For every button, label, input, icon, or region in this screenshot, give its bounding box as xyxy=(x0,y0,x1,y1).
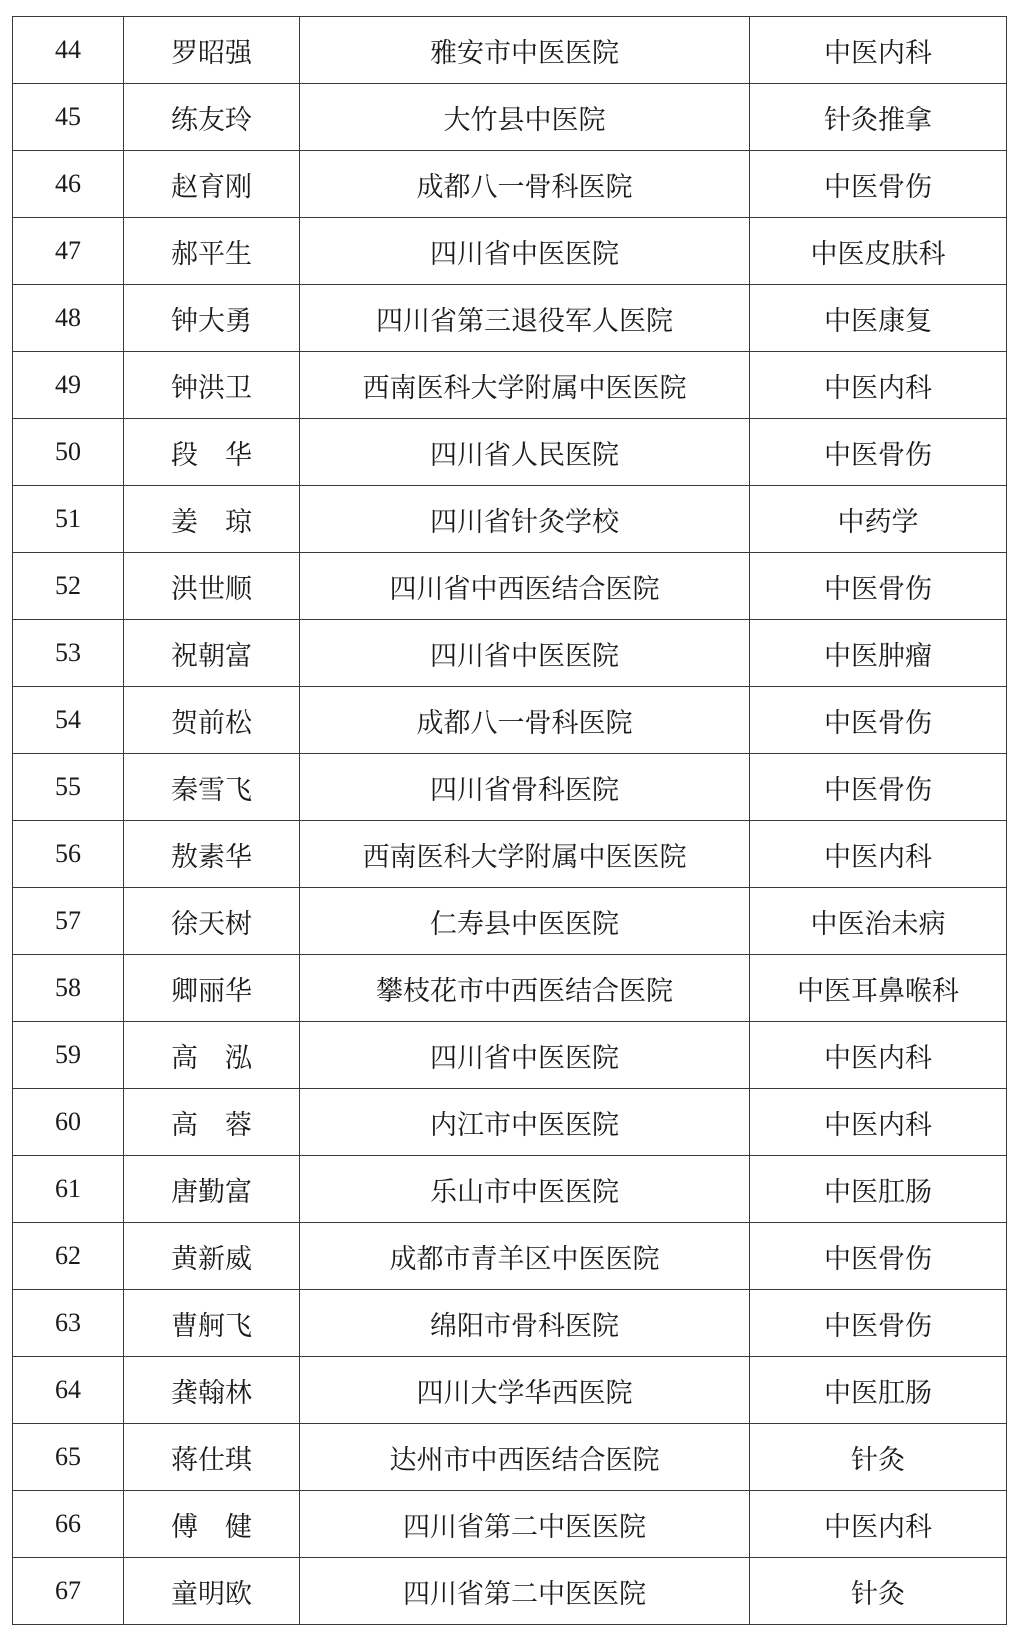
cell-name: 敖素华 xyxy=(124,821,300,888)
cell-department: 中医肿瘤 xyxy=(750,620,1007,687)
cell-hospital: 四川省第二中医医院 xyxy=(300,1491,750,1558)
cell-name: 蒋仕琪 xyxy=(124,1424,300,1491)
table-row xyxy=(13,1223,1007,1290)
cell-department: 中医内科 xyxy=(750,352,1007,419)
cell-name: 郝平生 xyxy=(124,218,300,285)
table-row xyxy=(13,1089,1007,1156)
cell-name: 童明欧 xyxy=(124,1558,300,1625)
document-page xyxy=(12,16,1006,1625)
cell-hospital: 仁寿县中医医院 xyxy=(300,888,750,955)
cell-hospital: 四川省中医医院 xyxy=(300,1022,750,1089)
cell-hospital: 西南医科大学附属中医医院 xyxy=(300,352,750,419)
cell-number: 54 xyxy=(13,687,124,754)
cell-hospital: 四川省中西医结合医院 xyxy=(300,553,750,620)
table-row xyxy=(13,1491,1007,1558)
cell-name: 祝朝富 xyxy=(124,620,300,687)
cell-number: 66 xyxy=(13,1491,124,1558)
cell-name: 曹舸飞 xyxy=(124,1290,300,1357)
cell-department: 中医内科 xyxy=(750,1089,1007,1156)
cell-hospital: 绵阳市骨科医院 xyxy=(300,1290,750,1357)
cell-number: 49 xyxy=(13,352,124,419)
cell-name: 徐天树 xyxy=(124,888,300,955)
cell-department: 中医内科 xyxy=(750,1491,1007,1558)
cell-name: 龚翰林 xyxy=(124,1357,300,1424)
cell-department: 针灸 xyxy=(750,1424,1007,1491)
cell-department: 针灸推拿 xyxy=(750,84,1007,151)
cell-department: 中医骨伤 xyxy=(750,151,1007,218)
table-row xyxy=(13,754,1007,821)
cell-name: 黄新威 xyxy=(124,1223,300,1290)
cell-number: 64 xyxy=(13,1357,124,1424)
cell-department: 中药学 xyxy=(750,486,1007,553)
cell-hospital: 内江市中医医院 xyxy=(300,1089,750,1156)
roster-table xyxy=(12,16,1007,1625)
table-row xyxy=(13,151,1007,218)
cell-department: 中医内科 xyxy=(750,17,1007,84)
cell-number: 65 xyxy=(13,1424,124,1491)
cell-number: 67 xyxy=(13,1558,124,1625)
cell-number: 52 xyxy=(13,553,124,620)
table-row xyxy=(13,553,1007,620)
cell-number: 53 xyxy=(13,620,124,687)
cell-hospital: 四川省中医医院 xyxy=(300,620,750,687)
cell-number: 63 xyxy=(13,1290,124,1357)
cell-hospital: 成都八一骨科医院 xyxy=(300,687,750,754)
cell-number: 44 xyxy=(13,17,124,84)
table-row xyxy=(13,486,1007,553)
cell-department: 中医骨伤 xyxy=(750,1223,1007,1290)
cell-department: 中医骨伤 xyxy=(750,687,1007,754)
table-row xyxy=(13,1424,1007,1491)
cell-name: 钟大勇 xyxy=(124,285,300,352)
cell-department: 中医骨伤 xyxy=(750,553,1007,620)
table-row xyxy=(13,955,1007,1022)
table-row xyxy=(13,1558,1007,1625)
cell-number: 60 xyxy=(13,1089,124,1156)
cell-department: 针灸 xyxy=(750,1558,1007,1625)
cell-department: 中医康复 xyxy=(750,285,1007,352)
cell-name: 赵育刚 xyxy=(124,151,300,218)
table-row xyxy=(13,620,1007,687)
table-row xyxy=(13,419,1007,486)
cell-hospital: 四川省人民医院 xyxy=(300,419,750,486)
table-row xyxy=(13,352,1007,419)
table-row xyxy=(13,17,1007,84)
cell-hospital: 四川省骨科医院 xyxy=(300,754,750,821)
cell-name: 罗昭强 xyxy=(124,17,300,84)
cell-department: 中医耳鼻喉科 xyxy=(750,955,1007,1022)
table-row xyxy=(13,285,1007,352)
table-row xyxy=(13,218,1007,285)
cell-department: 中医皮肤科 xyxy=(750,218,1007,285)
cell-department: 中医肛肠 xyxy=(750,1357,1007,1424)
cell-name: 段 华 xyxy=(124,419,300,486)
cell-name: 唐勤富 xyxy=(124,1156,300,1223)
cell-number: 50 xyxy=(13,419,124,486)
cell-department: 中医内科 xyxy=(750,821,1007,888)
cell-name: 傅 健 xyxy=(124,1491,300,1558)
cell-hospital: 乐山市中医医院 xyxy=(300,1156,750,1223)
cell-hospital: 雅安市中医医院 xyxy=(300,17,750,84)
cell-hospital: 四川省中医医院 xyxy=(300,218,750,285)
cell-number: 58 xyxy=(13,955,124,1022)
cell-department: 中医肛肠 xyxy=(750,1156,1007,1223)
table-row xyxy=(13,687,1007,754)
cell-hospital: 四川省针灸学校 xyxy=(300,486,750,553)
cell-name: 高 泓 xyxy=(124,1022,300,1089)
cell-name: 洪世顺 xyxy=(124,553,300,620)
cell-hospital: 西南医科大学附属中医医院 xyxy=(300,821,750,888)
cell-name: 练友玲 xyxy=(124,84,300,151)
table-row xyxy=(13,1290,1007,1357)
cell-number: 62 xyxy=(13,1223,124,1290)
cell-number: 48 xyxy=(13,285,124,352)
cell-hospital: 四川省第二中医医院 xyxy=(300,1558,750,1625)
cell-hospital: 达州市中西医结合医院 xyxy=(300,1424,750,1491)
cell-number: 55 xyxy=(13,754,124,821)
cell-department: 中医骨伤 xyxy=(750,419,1007,486)
cell-name: 秦雪飞 xyxy=(124,754,300,821)
table-row xyxy=(13,821,1007,888)
cell-department: 中医内科 xyxy=(750,1022,1007,1089)
cell-hospital: 成都八一骨科医院 xyxy=(300,151,750,218)
roster-table-body xyxy=(13,17,1007,1625)
cell-department: 中医骨伤 xyxy=(750,1290,1007,1357)
cell-name: 卿丽华 xyxy=(124,955,300,1022)
cell-name: 姜 琼 xyxy=(124,486,300,553)
cell-number: 46 xyxy=(13,151,124,218)
cell-number: 61 xyxy=(13,1156,124,1223)
cell-hospital: 大竹县中医院 xyxy=(300,84,750,151)
table-row xyxy=(13,1156,1007,1223)
table-row xyxy=(13,888,1007,955)
cell-name: 贺前松 xyxy=(124,687,300,754)
table-row xyxy=(13,1357,1007,1424)
cell-department: 中医治未病 xyxy=(750,888,1007,955)
cell-number: 56 xyxy=(13,821,124,888)
cell-number: 59 xyxy=(13,1022,124,1089)
cell-hospital: 成都市青羊区中医医院 xyxy=(300,1223,750,1290)
cell-number: 47 xyxy=(13,218,124,285)
table-row xyxy=(13,1022,1007,1089)
cell-number: 45 xyxy=(13,84,124,151)
cell-name: 高 蓉 xyxy=(124,1089,300,1156)
cell-number: 57 xyxy=(13,888,124,955)
cell-name: 钟洪卫 xyxy=(124,352,300,419)
cell-hospital: 四川大学华西医院 xyxy=(300,1357,750,1424)
cell-department: 中医骨伤 xyxy=(750,754,1007,821)
cell-number: 51 xyxy=(13,486,124,553)
cell-hospital: 四川省第三退役军人医院 xyxy=(300,285,750,352)
cell-hospital: 攀枝花市中西医结合医院 xyxy=(300,955,750,1022)
table-row xyxy=(13,84,1007,151)
